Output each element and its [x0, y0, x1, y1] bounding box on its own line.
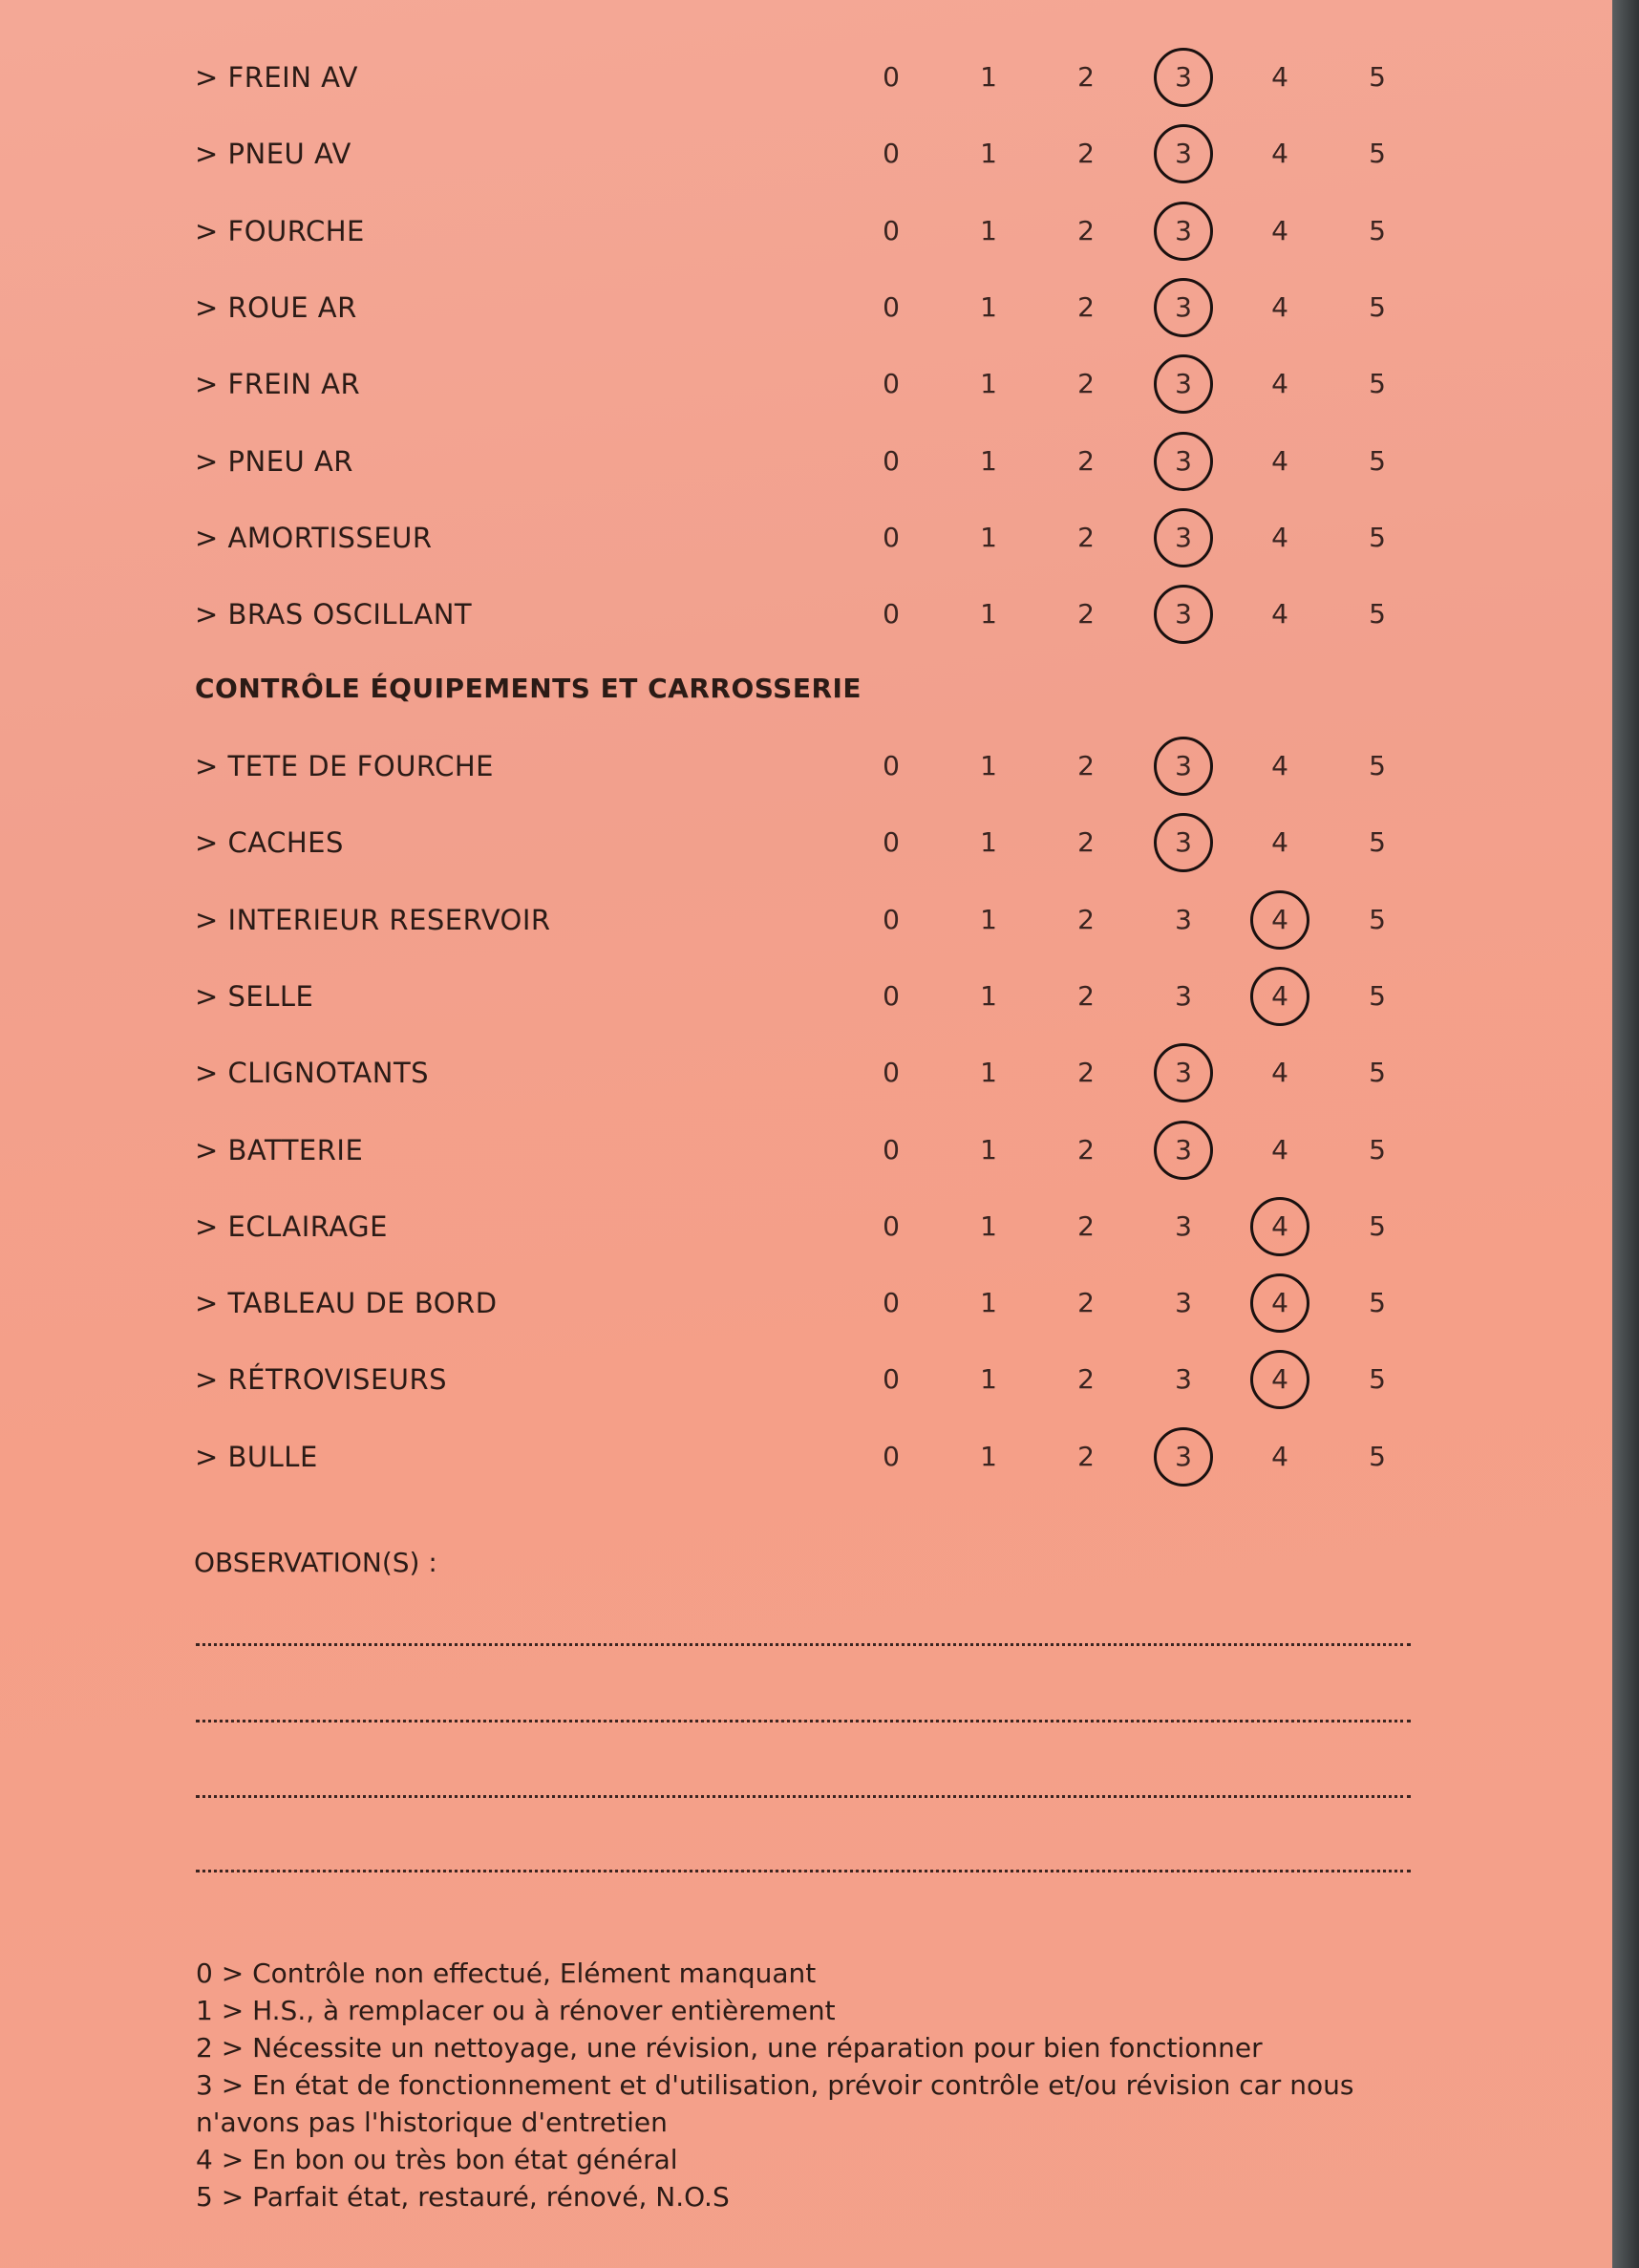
score-option-2[interactable]: 2	[1077, 368, 1095, 400]
score-option-1[interactable]: 1	[980, 61, 997, 93]
score-option-1[interactable]: 1	[980, 1440, 997, 1472]
score-option-2[interactable]: 2	[1077, 1440, 1095, 1472]
selected-score-circle	[1154, 1043, 1213, 1102]
checklist-row	[0, 1351, 1612, 1408]
score-option-1[interactable]: 1	[980, 138, 997, 170]
score-option-5[interactable]: 5	[1369, 138, 1386, 170]
score-option-2[interactable]: 2	[1077, 138, 1095, 170]
score-option-2[interactable]: 2	[1077, 1133, 1095, 1166]
selected-score-circle	[1154, 124, 1213, 183]
score-option-0[interactable]: 0	[883, 1363, 900, 1396]
score-option-5[interactable]: 5	[1369, 598, 1386, 631]
selected-score-circle	[1154, 813, 1213, 872]
item-label: > PNEU AR	[195, 444, 353, 478]
checklist-row	[0, 433, 1612, 490]
checklist-row	[0, 355, 1612, 413]
item-label: > BULLE	[195, 1440, 318, 1473]
legend-line: 1 > H.S., à remplacer ou à rénover entièrement	[196, 1995, 836, 2026]
score-option-3[interactable]: 3	[1155, 49, 1212, 106]
item-label: > SELLE	[195, 979, 314, 1013]
score-option-4[interactable]: 4	[1271, 214, 1288, 246]
checklist-row	[0, 814, 1612, 871]
checklist-row	[0, 509, 1612, 567]
score-option-0[interactable]: 0	[883, 61, 900, 93]
legend-line: 2 > Nécessite un nettoyage, une révision, une réparation pour bien fonctionner	[196, 2032, 1263, 2064]
score-option-3[interactable]: 3	[1155, 1044, 1212, 1102]
checklist-row	[0, 49, 1612, 106]
score-option-3[interactable]: 3	[1175, 1363, 1192, 1396]
legend-line: 0 > Contrôle non effectué, Elément manquant	[196, 1958, 817, 1989]
score-option-0[interactable]: 0	[883, 1209, 900, 1242]
score-option-2[interactable]: 2	[1077, 826, 1095, 859]
score-option-3[interactable]: 3	[1155, 814, 1212, 871]
score-option-1[interactable]: 1	[980, 750, 997, 781]
score-option-2[interactable]: 2	[1077, 750, 1095, 781]
score-option-3[interactable]: 3	[1155, 738, 1212, 795]
score-option-5[interactable]: 5	[1369, 61, 1386, 93]
score-option-1[interactable]: 1	[980, 1057, 997, 1089]
score-option-4[interactable]: 4	[1271, 368, 1288, 400]
score-option-0[interactable]: 0	[883, 826, 900, 859]
observations-label: OBSERVATION(S) :	[194, 1547, 437, 1578]
checklist-row	[0, 968, 1612, 1025]
score-option-2[interactable]: 2	[1077, 444, 1095, 477]
score-option-3[interactable]: 3	[1155, 433, 1212, 490]
observation-line	[196, 1643, 1411, 1646]
selected-score-circle	[1154, 354, 1213, 414]
item-label: > ECLAIRAGE	[195, 1209, 388, 1243]
legend-line: 4 > En bon ou très bon état général	[196, 2144, 678, 2175]
score-option-5[interactable]: 5	[1369, 444, 1386, 477]
score-option-3[interactable]: 3	[1155, 279, 1212, 336]
score-option-2[interactable]: 2	[1077, 61, 1095, 93]
score-option-4[interactable]: 4	[1271, 826, 1288, 859]
selected-score-circle	[1154, 1121, 1213, 1180]
selected-score-circle	[1250, 1273, 1309, 1333]
checklist-row	[0, 586, 1612, 643]
score-option-4[interactable]: 4	[1271, 521, 1288, 553]
score-option-2[interactable]: 2	[1077, 214, 1095, 246]
score-option-2[interactable]: 2	[1077, 1057, 1095, 1089]
score-option-2[interactable]: 2	[1077, 1287, 1095, 1319]
item-label: > AMORTISSEUR	[195, 521, 433, 554]
selected-score-circle	[1250, 1197, 1309, 1256]
legend-line: 3 > En état de fonctionnement et d'utilisation, prévoir contrôle et/ou révision car nous	[196, 2069, 1354, 2101]
score-option-2[interactable]: 2	[1077, 979, 1095, 1012]
selected-score-circle	[1154, 585, 1213, 644]
score-option-5[interactable]: 5	[1369, 903, 1386, 935]
item-label: > BATTERIE	[195, 1133, 364, 1166]
item-label: > CACHES	[195, 826, 344, 860]
score-option-3[interactable]: 3	[1155, 509, 1212, 567]
score-option-0[interactable]: 0	[883, 521, 900, 553]
score-option-0[interactable]: 0	[883, 979, 900, 1012]
item-label: > RÉTROVISEURS	[195, 1363, 448, 1397]
item-label: > PNEU AV	[195, 138, 351, 171]
observation-line	[196, 1795, 1411, 1798]
score-option-5[interactable]: 5	[1369, 979, 1386, 1012]
score-option-0[interactable]: 0	[883, 214, 900, 246]
score-option-4[interactable]: 4	[1271, 444, 1288, 477]
score-option-3[interactable]: 3	[1155, 125, 1212, 182]
item-label: > FREIN AR	[195, 368, 361, 401]
score-option-1[interactable]: 1	[980, 903, 997, 935]
score-option-3[interactable]: 3	[1155, 355, 1212, 413]
score-option-1[interactable]: 1	[980, 368, 997, 400]
score-option-1[interactable]: 1	[980, 979, 997, 1012]
item-label: > TABLEAU DE BORD	[195, 1287, 498, 1320]
score-option-4[interactable]: 4	[1251, 1274, 1309, 1332]
item-label: > FOURCHE	[195, 214, 365, 247]
score-option-4[interactable]: 4	[1251, 1198, 1309, 1255]
score-option-3[interactable]: 3	[1175, 1287, 1192, 1319]
score-option-4[interactable]: 4	[1271, 598, 1288, 631]
selected-score-circle	[1154, 508, 1213, 567]
observation-line	[196, 1870, 1411, 1872]
checklist-row	[0, 891, 1612, 949]
score-option-0[interactable]: 0	[883, 1133, 900, 1166]
score-option-1[interactable]: 1	[980, 521, 997, 553]
score-option-5[interactable]: 5	[1369, 826, 1386, 859]
score-option-2[interactable]: 2	[1077, 521, 1095, 553]
score-option-2[interactable]: 2	[1077, 1209, 1095, 1242]
score-option-0[interactable]: 0	[883, 138, 900, 170]
section-heading: CONTRÔLE ÉQUIPEMENTS ET CARROSSERIE	[195, 673, 862, 704]
score-option-0[interactable]: 0	[883, 290, 900, 323]
score-option-5[interactable]: 5	[1369, 214, 1386, 246]
score-option-4[interactable]: 4	[1271, 1133, 1288, 1166]
score-option-1[interactable]: 1	[980, 826, 997, 859]
score-option-5[interactable]: 5	[1369, 750, 1386, 781]
score-option-4[interactable]: 4	[1271, 1057, 1288, 1089]
legend-line: 5 > Parfait état, restauré, rénové, N.O.S	[196, 2181, 730, 2213]
score-option-1[interactable]: 1	[980, 444, 997, 477]
score-option-3[interactable]: 3	[1155, 1122, 1212, 1179]
score-option-0[interactable]: 0	[883, 444, 900, 477]
score-option-5[interactable]: 5	[1369, 1209, 1386, 1242]
background-edge	[1612, 0, 1639, 2268]
score-option-5[interactable]: 5	[1369, 1440, 1386, 1472]
item-label: > CLIGNOTANTS	[195, 1057, 430, 1090]
score-option-5[interactable]: 5	[1369, 368, 1386, 400]
score-option-4[interactable]: 4	[1271, 290, 1288, 323]
score-option-0[interactable]: 0	[883, 1287, 900, 1319]
score-option-4[interactable]: 4	[1271, 1440, 1288, 1472]
score-option-5[interactable]: 5	[1369, 290, 1386, 323]
score-option-2[interactable]: 2	[1077, 290, 1095, 323]
score-option-5[interactable]: 5	[1369, 521, 1386, 553]
score-option-0[interactable]: 0	[883, 368, 900, 400]
score-option-2[interactable]: 2	[1077, 598, 1095, 631]
selected-score-circle	[1250, 1350, 1309, 1409]
score-option-5[interactable]: 5	[1369, 1287, 1386, 1319]
selected-score-circle	[1250, 967, 1309, 1026]
checklist-row	[0, 1044, 1612, 1102]
checklist-row	[0, 203, 1612, 260]
selected-score-circle	[1154, 48, 1213, 107]
selected-score-circle	[1154, 278, 1213, 337]
score-option-0[interactable]: 0	[883, 1057, 900, 1089]
score-option-1[interactable]: 1	[980, 1133, 997, 1166]
score-option-1[interactable]: 1	[980, 290, 997, 323]
item-label: > BRAS OSCILLANT	[195, 598, 473, 631]
score-option-4[interactable]: 4	[1251, 1351, 1309, 1408]
item-label: > FREIN AV	[195, 61, 358, 94]
checklist-row	[0, 125, 1612, 182]
item-label: > TETE DE FOURCHE	[195, 750, 494, 782]
item-label: > INTERIEUR RESERVOIR	[195, 903, 551, 936]
score-option-2[interactable]: 2	[1077, 1363, 1095, 1396]
checklist-row	[0, 279, 1612, 336]
legend-line: n'avons pas l'historique d'entretien	[196, 2107, 668, 2138]
score-option-0[interactable]: 0	[883, 598, 900, 631]
selected-score-circle	[1250, 890, 1309, 950]
score-option-1[interactable]: 1	[980, 1363, 997, 1396]
score-option-1[interactable]: 1	[980, 1287, 997, 1319]
score-option-1[interactable]: 1	[980, 1209, 997, 1242]
score-option-1[interactable]: 1	[980, 598, 997, 631]
checklist-row	[0, 1198, 1612, 1255]
score-option-3[interactable]: 3	[1155, 203, 1212, 260]
score-option-0[interactable]: 0	[883, 750, 900, 781]
selected-score-circle	[1154, 202, 1213, 261]
rating-legend	[196, 1955, 1437, 2215]
checklist-row	[0, 1428, 1612, 1486]
score-option-0[interactable]: 0	[883, 1440, 900, 1472]
score-option-3[interactable]: 3	[1175, 903, 1192, 935]
score-option-4[interactable]: 4	[1271, 138, 1288, 170]
observation-line	[196, 1720, 1411, 1722]
score-option-3[interactable]: 3	[1155, 1428, 1212, 1486]
selected-score-circle	[1154, 737, 1213, 796]
selected-score-circle	[1154, 432, 1213, 491]
checklist-row	[0, 738, 1612, 795]
score-option-3[interactable]: 3	[1175, 1209, 1192, 1242]
score-option-4[interactable]: 4	[1251, 891, 1309, 949]
score-option-4[interactable]: 4	[1251, 968, 1309, 1025]
score-option-5[interactable]: 5	[1369, 1057, 1386, 1089]
score-option-5[interactable]: 5	[1369, 1363, 1386, 1396]
score-option-0[interactable]: 0	[883, 903, 900, 935]
score-option-4[interactable]: 4	[1271, 750, 1288, 781]
score-option-5[interactable]: 5	[1369, 1133, 1386, 1166]
checklist-row	[0, 1122, 1612, 1179]
score-option-1[interactable]: 1	[980, 214, 997, 246]
checklist-row	[0, 1274, 1612, 1332]
item-label: > ROUE AR	[195, 290, 357, 324]
score-option-3[interactable]: 3	[1155, 586, 1212, 643]
score-option-4[interactable]: 4	[1271, 61, 1288, 93]
score-option-3[interactable]: 3	[1175, 979, 1192, 1012]
score-option-2[interactable]: 2	[1077, 903, 1095, 935]
selected-score-circle	[1154, 1427, 1213, 1487]
